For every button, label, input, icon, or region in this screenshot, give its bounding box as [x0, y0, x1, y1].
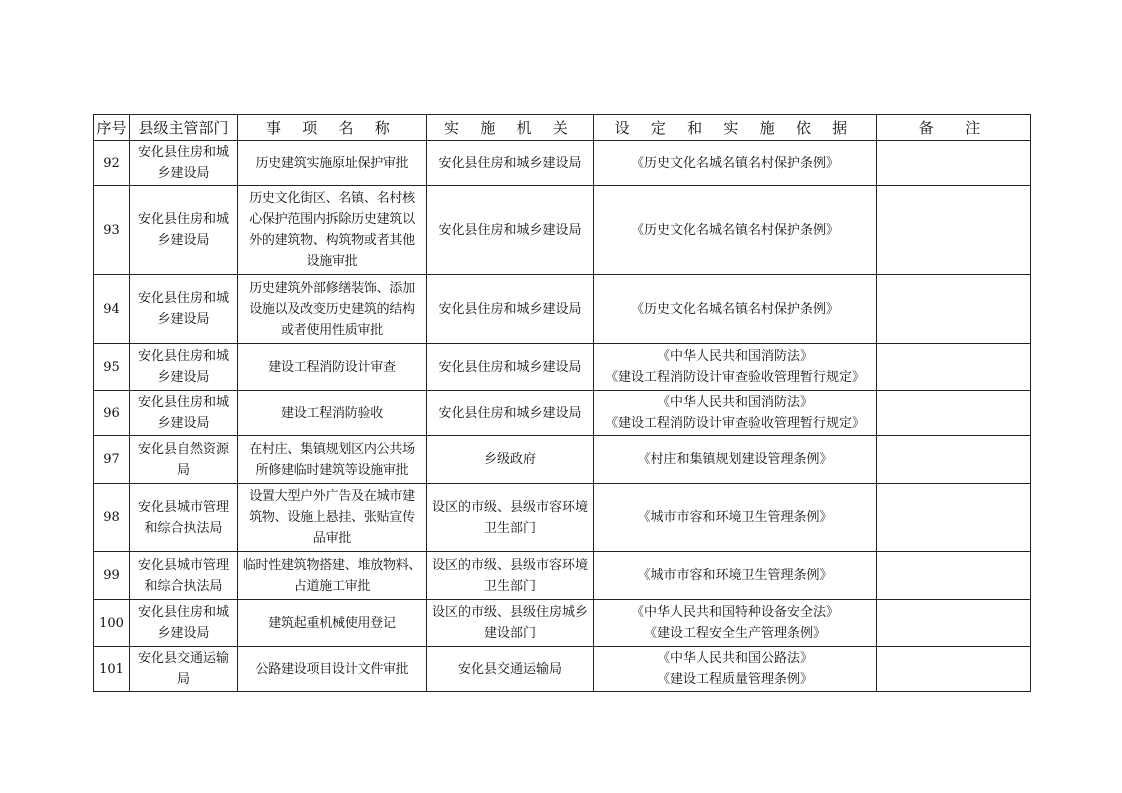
row-dept-line: 乡建设局 [157, 312, 210, 327]
row-agency [427, 186, 594, 275]
row-agency [427, 436, 594, 484]
row-basis-line: 《历史文化名城名镇名村保护条例》 [630, 301, 839, 317]
row-dept [130, 600, 238, 647]
row-basis-line: 《中华人民共和国消防法》 [656, 349, 813, 364]
row-agency [427, 141, 594, 186]
row-item [238, 186, 427, 275]
row-dept [130, 552, 238, 600]
row-agency-line: 安化县住房和城乡建设局 [438, 155, 582, 171]
row-item [238, 600, 427, 647]
table-row [94, 484, 1031, 552]
row-seq: 97 [94, 436, 130, 484]
row-item [238, 552, 427, 600]
row-remark [877, 141, 1031, 186]
row-item [238, 141, 427, 186]
row-seq: 94 [94, 275, 130, 344]
row-basis [594, 391, 877, 436]
row-item-line: 在村庄、集镇规划区内公共场 [249, 441, 415, 457]
row-dept [130, 344, 238, 391]
row-item-line: 设施审批 [306, 254, 358, 269]
row-dept-line: 乡建设局 [157, 626, 210, 641]
row-dept-line: 安化县住房和城 [137, 395, 229, 410]
row-remark [877, 484, 1031, 552]
row-dept-line: 安化县城市管理 [137, 499, 229, 515]
row-dept-line: 局 [176, 672, 190, 687]
row-item [238, 647, 427, 692]
row-dept-line: 乡建设局 [157, 166, 210, 181]
row-dept-line: 安化县城市管理 [137, 557, 229, 573]
row-agency [427, 344, 594, 391]
row-dept [130, 647, 238, 692]
header-remark: 备 注 [877, 115, 1031, 141]
row-item-line: 历史文化街区、名镇、名村核 [249, 191, 415, 206]
row-agency [427, 391, 594, 436]
row-seq: 100 [94, 600, 130, 647]
row-dept-line: 和综合执法局 [144, 578, 223, 594]
row-basis-line: 《城市市容和环境卫生管理条例》 [637, 510, 833, 525]
row-agency-line: 设区的市级、县级市容环境 [431, 557, 588, 573]
row-basis-line: 《建设工程质量管理条例》 [656, 672, 813, 687]
row-item-line: 品审批 [312, 531, 352, 546]
row-dept-line: 和综合执法局 [144, 520, 223, 536]
row-item [238, 391, 427, 436]
row-agency-line: 设区的市级、县级住房城乡 [431, 605, 588, 620]
table-row [94, 275, 1031, 344]
row-seq: 98 [94, 484, 130, 552]
row-dept [130, 141, 238, 186]
header-item: 事 项 名 称 [238, 115, 427, 141]
header-seq: 序号 [94, 115, 130, 141]
row-agency-line: 安化县交通运输局 [457, 661, 562, 677]
row-remark [877, 391, 1031, 436]
row-dept-line: 安化县住房和城 [137, 145, 229, 160]
row-basis [594, 647, 877, 692]
table-row [94, 186, 1031, 275]
row-basis-line: 《历史文化名城名镇名村保护条例》 [630, 155, 839, 171]
table-row [94, 141, 1031, 186]
row-dept [130, 186, 238, 275]
row-seq: 93 [94, 186, 130, 275]
row-item-line: 建筑起重机械使用登记 [268, 615, 396, 631]
row-basis [594, 552, 877, 600]
row-basis-line: 《建设工程消防设计审查验收管理暂行规定》 [604, 416, 865, 431]
row-dept-line: 安化县自然资源 [137, 441, 229, 457]
table-body [94, 141, 1031, 692]
row-agency [427, 484, 594, 552]
table-row [94, 600, 1031, 647]
row-remark [877, 186, 1031, 275]
row-dept-line: 安化县住房和城 [137, 349, 229, 364]
row-item-line: 历史建筑实施原址保护审批 [255, 155, 409, 171]
row-agency-line: 建设部门 [483, 626, 536, 641]
row-dept-line: 安化县住房和城 [137, 605, 229, 620]
row-agency [427, 647, 594, 692]
row-item [238, 436, 427, 484]
table-row [94, 552, 1031, 600]
row-dept [130, 275, 238, 344]
row-dept-line: 安化县住房和城 [137, 212, 229, 227]
row-remark [877, 275, 1031, 344]
header-dept: 县级主管部门 [130, 115, 238, 141]
row-basis-line: 《中华人民共和国消防法》 [656, 395, 813, 410]
row-item-line: 所修建临时建筑等设施审批 [255, 462, 409, 478]
row-item-line: 心保护范围内拆除历史建筑以 [249, 212, 415, 227]
row-remark [877, 552, 1031, 600]
row-item-line: 或者使用性质审批 [281, 322, 383, 338]
approval-items-table [93, 114, 1031, 692]
row-basis-line: 《村庄和集镇规划建设管理条例》 [637, 452, 833, 467]
row-item-line: 设置大型户外广告及在城市建 [249, 489, 415, 504]
row-remark [877, 600, 1031, 647]
row-dept [130, 436, 238, 484]
row-item-line: 设施以及改变历史建筑的结构 [249, 301, 415, 317]
row-agency-line: 安化县住房和城乡建设局 [438, 359, 582, 375]
row-seq: 92 [94, 141, 130, 186]
table-row [94, 344, 1031, 391]
row-remark [877, 344, 1031, 391]
row-seq: 99 [94, 552, 130, 600]
row-dept-line: 乡建设局 [157, 416, 210, 431]
row-seq: 95 [94, 344, 130, 391]
row-dept-line: 乡建设局 [157, 370, 210, 385]
row-item [238, 484, 427, 552]
row-dept-line: 安化县交通运输 [137, 651, 229, 666]
row-basis-line: 《中华人民共和国特种设备安全法》 [630, 605, 839, 620]
row-agency-line: 安化县住房和城乡建设局 [438, 222, 582, 238]
row-item-line: 历史建筑外部修缮装饰、添加 [249, 280, 415, 296]
row-dept-line: 乡建设局 [157, 233, 210, 248]
row-agency-line: 安化县住房和城乡建设局 [438, 301, 582, 317]
row-seq: 96 [94, 391, 130, 436]
row-basis [594, 600, 877, 647]
row-seq: 101 [94, 647, 130, 692]
row-item-line: 建设工程消防验收 [281, 405, 383, 421]
row-item-line: 筑物、设施上悬挂、张贴宣传 [249, 510, 415, 525]
row-agency-line: 安化县住房和城乡建设局 [438, 405, 582, 421]
row-basis [594, 484, 877, 552]
table-header-row [94, 115, 1031, 141]
row-dept [130, 391, 238, 436]
row-agency [427, 552, 594, 600]
row-item-line: 建设工程消防设计审查 [268, 359, 396, 375]
table-row [94, 436, 1031, 484]
row-basis [594, 186, 877, 275]
row-remark [877, 436, 1031, 484]
row-basis-line: 《建设工程消防设计审查验收管理暂行规定》 [604, 370, 865, 385]
row-dept-line: 安化县住房和城 [137, 291, 229, 306]
row-agency [427, 275, 594, 344]
row-item-line: 临时性建筑物搭建、堆放物料、 [242, 557, 422, 573]
row-remark [877, 647, 1031, 692]
table-row [94, 391, 1031, 436]
row-agency-line: 卫生部门 [483, 520, 536, 536]
row-item [238, 275, 427, 344]
row-basis-line: 《历史文化名城名镇名村保护条例》 [630, 222, 839, 238]
header-agency: 实 施 机 关 [427, 115, 594, 141]
row-item-line: 公路建设项目设计文件审批 [255, 661, 409, 677]
row-basis [594, 141, 877, 186]
row-dept-line: 局 [176, 462, 190, 478]
row-basis [594, 436, 877, 484]
row-basis-line: 《中华人民共和国公路法》 [656, 651, 813, 666]
row-item-line: 占道施工审批 [293, 578, 371, 594]
row-basis [594, 275, 877, 344]
row-basis-line: 《建设工程安全生产管理条例》 [643, 626, 826, 641]
header-basis: 设 定 和 实 施 依 据 [594, 115, 877, 141]
row-basis [594, 344, 877, 391]
row-agency [427, 600, 594, 647]
row-item-line: 外的建筑物、构筑物或者其他 [249, 233, 415, 248]
row-basis-line: 《城市市容和环境卫生管理条例》 [637, 568, 833, 583]
row-item [238, 344, 427, 391]
row-agency-line: 卫生部门 [483, 578, 536, 594]
row-dept [130, 484, 238, 552]
row-agency-line: 乡级政府 [483, 452, 536, 467]
table-row [94, 647, 1031, 692]
row-agency-line: 设区的市级、县级市容环境 [431, 499, 588, 515]
